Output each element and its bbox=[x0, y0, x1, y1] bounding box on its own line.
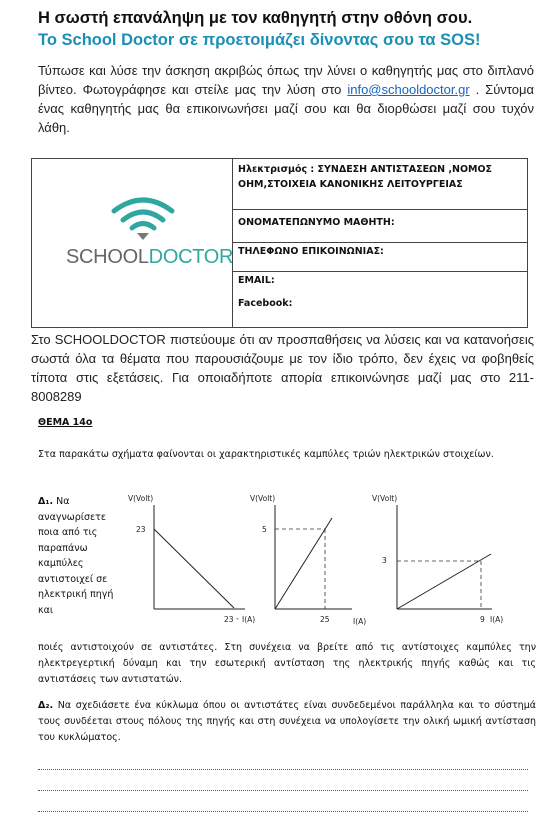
email-field[interactable]: EMAIL: bbox=[233, 272, 528, 291]
graph-1-curve bbox=[154, 529, 234, 608]
graph-1-x-suffix: - bbox=[236, 614, 239, 623]
exercise-intro: Στα παρακάτω σχήματα φαίνονται οι χαρακτηριστικές καμπύλες τριών ηλεκτρικών στοιχείων. bbox=[38, 449, 494, 460]
subject-field: Ηλεκτρισμός : ΣΥΝΔΕΣΗ ΑΝΤΙΣΤΑΣΕΩΝ ,ΝΟΜΟΣ ΟΗΜ,ΣΤΟΙΧΕΙΑ ΚΑΝΟΝΙΚΗΣ ΛΕΙΤΟΥΡΓΕΙΑΣ bbox=[233, 159, 528, 210]
answer-line[interactable] bbox=[38, 790, 528, 791]
phone-field[interactable]: ΤΗΛΕΦΩΝΟ ΕΠΙΚΟΙΝΩΝΙΑΣ: bbox=[233, 243, 528, 272]
d1-text: Να αναγνωρίσετε ποια από τις παραπάνω καμπύλες αντιστοιχεί σε ηλεκτρική πηγή και bbox=[38, 496, 114, 616]
intro-text-before: Τύπωσε και λύσε την άσκηση ακριβώς όπως την λύνει ο καθηγητής μας στο διπλανό βίντεο. Φωτογράφησε και στείλε μας την λύση στο bbox=[38, 63, 534, 97]
graph-3-v-value: 3 bbox=[382, 556, 387, 565]
facebook-field[interactable]: Facebook: bbox=[233, 290, 528, 328]
d2-label: Δ₂. bbox=[38, 700, 54, 711]
question-d1-continued: ποιές αντιστοιχούν σε αντιστάτες. Στη συνέχεια να βρείτε από τις αντίστοιχες καμπύλες την ηλεκτρεγερτική δύναμη και την εσωτερική αντίσταση της ηλεκτρικής πηγής καθώς και τις αντιστάσεις των αντιστατών. bbox=[38, 642, 536, 685]
graph-3 bbox=[372, 494, 503, 624]
logo-school: SCHOOL bbox=[66, 246, 149, 268]
graph-2-y-label: V(Volt) bbox=[250, 494, 276, 503]
graph-1 bbox=[128, 494, 255, 624]
page-title: Η σωστή επανάληψη με τον καθηγητή στην οθόνη σου. bbox=[38, 9, 473, 27]
intro-paragraph bbox=[38, 61, 534, 137]
intro-text-after: . Σύντομα ένας καθηγητής μας θα επικοινωνήσει μαζί σου και θα διορθώσει μαζί σου τυχόν λάθη. bbox=[38, 82, 534, 135]
answer-line[interactable] bbox=[38, 811, 528, 812]
graph-1-y-label: V(Volt) bbox=[128, 494, 154, 503]
email-link[interactable]: info@schooldoctor.gr bbox=[347, 82, 470, 97]
student-info-table bbox=[31, 158, 528, 328]
wifi-signal-icon bbox=[110, 195, 176, 241]
logo-wordmark bbox=[66, 246, 233, 269]
question-d2 bbox=[38, 698, 536, 746]
graph-1-v-value: 23 bbox=[136, 525, 146, 534]
exercise-theme-title: ΘΕΜΑ 14ο bbox=[38, 417, 93, 428]
logo-cell bbox=[32, 159, 233, 328]
graph-3-i-value: 9 bbox=[480, 615, 485, 624]
graph-3-curve bbox=[397, 554, 491, 609]
graph-2 bbox=[250, 494, 366, 626]
logo-doctor: DOCTOR bbox=[148, 246, 234, 268]
graph-1-x-label: I(A) bbox=[242, 615, 256, 624]
d1-label: Δ₁. bbox=[38, 496, 54, 507]
graph-2-v-value: 5 bbox=[262, 525, 267, 534]
page-subtitle: Το School Doctor σε προετοιμάζει δίνοντας σου τα SOS! bbox=[38, 31, 481, 49]
graph-3-y-label: V(Volt) bbox=[372, 494, 398, 503]
student-name-field[interactable]: ΟΝΟΜΑΤΕΠΩΝΥΜΟ ΜΑΘΗΤΗ: bbox=[233, 210, 528, 243]
d2-text: Να σχεδιάσετε ένα κύκλωμα όπου οι αντιστάτες είναι συνδεδεμένοι παράλληλα και το σύστημά τους συνδέεται στους πόλους της πηγής και στη συνέχεια να υπολογίσετε την ολική ωμική αντίσταση του κυκλώματος. bbox=[38, 700, 536, 743]
graph-2-x-label: I(A) bbox=[353, 617, 367, 626]
promo-paragraph: Στο SCHOOLDOCTOR πιστεύουμε ότι αν προσπαθήσεις να λύσεις και να κατανοήσεις σωστά όλα τα θέματα που παρουσιάζουμε με τον ίδιο τρόπο, δεν έχεις να φοβηθείς τίποτα στις εξετάσεις. Για οποιαδήποτε απορία επικοινώνησε μαζί μας στο 211-8008289 bbox=[31, 332, 534, 404]
graph-3-x-label: I(A) bbox=[490, 615, 504, 624]
question-d1 bbox=[38, 494, 116, 618]
graph-2-curve bbox=[275, 518, 332, 609]
graph-2-i-value: 25 bbox=[320, 615, 330, 624]
graph-1-i-value: 23 bbox=[224, 615, 234, 624]
answer-line[interactable] bbox=[38, 769, 528, 770]
